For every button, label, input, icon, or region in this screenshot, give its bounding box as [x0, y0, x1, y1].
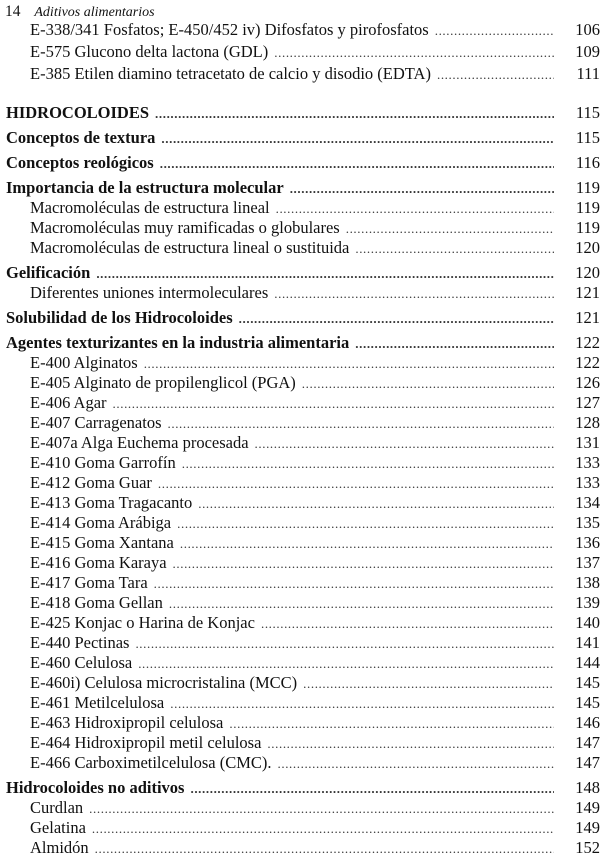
toc-subsection-entry	[0, 552, 600, 574]
toc-section-entry	[0, 127, 600, 149]
toc-entry-page-number: 146	[575, 713, 600, 732]
toc-subsection-entry	[0, 817, 600, 839]
toc-entry-title: E-406 Agar	[30, 393, 107, 412]
toc-entry-title: E-460i) Celulosa microcristalina (MCC)	[30, 673, 298, 692]
toc-entry-title: E-407a Alga Euchema procesada	[30, 433, 249, 452]
toc-entry-page-number: 139	[575, 593, 600, 612]
toc-entry-title: Agentes texturizantes en la industria alimentaria	[6, 333, 350, 352]
toc-entry-page-number: 126	[575, 373, 600, 392]
toc-entry-page-number: 147	[575, 733, 600, 752]
toc-entry-title: E-461 Metilcelulosa	[30, 693, 165, 712]
toc-entry-title: Almidón	[30, 838, 89, 857]
dot-leader	[155, 103, 554, 125]
toc-entry-title: Conceptos reológicos	[6, 153, 154, 172]
toc-section-entry	[0, 777, 600, 799]
toc-entry-title: Gelificación	[6, 263, 91, 282]
toc-subsection-entry	[0, 532, 600, 554]
toc-entry-title: Hidrocoloides no aditivos	[6, 778, 185, 797]
toc-subsection-entry	[0, 512, 600, 534]
toc-entry-page-number: 106	[575, 20, 600, 39]
toc-section-entry	[0, 177, 600, 199]
toc-entry-page-number: 149	[575, 818, 600, 837]
toc-subsection-entry	[0, 41, 600, 63]
page-number: 14	[5, 3, 21, 20]
toc-entry-page-number: 121	[575, 283, 600, 302]
dot-leader	[239, 308, 554, 330]
toc-entry-title: E-440 Pectinas	[30, 633, 130, 652]
toc-subsection-entry	[0, 352, 600, 374]
toc-entry-page-number: 119	[575, 178, 600, 197]
dot-leader	[274, 283, 554, 305]
dot-leader	[437, 64, 554, 86]
toc-entry-title: E-415 Goma Xantana	[30, 533, 174, 552]
toc-entry-page-number: 122	[575, 333, 600, 352]
toc-entry-title: HIDROCOLOIDES	[6, 103, 150, 122]
toc-entry-page-number: 122	[575, 353, 600, 372]
dot-leader	[435, 20, 554, 42]
toc-subsection-entry	[0, 572, 600, 594]
toc-entry-title: E-405 Alginato de propilenglicol (PGA)	[30, 373, 296, 392]
toc-section-entry	[0, 102, 600, 124]
toc-entry-page-number: 120	[575, 263, 600, 282]
toc-subsection-entry	[0, 392, 600, 414]
toc-entry-page-number: 133	[575, 473, 600, 492]
toc-subsection-entry	[0, 237, 600, 259]
toc-entry-title: E-464 Hidroxipropil metil celulosa	[30, 733, 262, 752]
toc-entry-page-number: 127	[575, 393, 600, 412]
toc-entry-title: E-418 Goma Gellan	[30, 593, 163, 612]
toc-subsection-entry	[0, 472, 600, 494]
toc-subsection-entry	[0, 412, 600, 434]
toc-subsection-entry	[0, 692, 600, 714]
toc-subsection-entry	[0, 63, 600, 85]
toc-entry-page-number: 119	[575, 198, 600, 217]
dot-leader	[278, 753, 555, 775]
toc-entry-title: E-463 Hidroxipropil celulosa	[30, 713, 224, 732]
toc-entry-title: E-412 Goma Guar	[30, 473, 152, 492]
toc-entry-page-number: 111	[576, 64, 600, 83]
toc-entry-title: E-425 Konjac o Harina de Konjac	[30, 613, 255, 632]
toc-subsection-entry	[0, 652, 600, 674]
toc-entry-page-number: 121	[575, 308, 600, 327]
toc-section-entry	[0, 332, 600, 354]
toc-entry-page-number: 119	[575, 218, 600, 237]
toc-entry-title: Gelatina	[30, 818, 86, 837]
toc-section-entry	[0, 307, 600, 329]
toc-entry-title: E-400 Alginatos	[30, 353, 138, 372]
toc-entry-page-number: 141	[575, 633, 600, 652]
toc-entry-page-number: 120	[575, 238, 600, 257]
toc-subsection-entry	[0, 712, 600, 734]
toc-entry-page-number: 144	[575, 653, 600, 672]
toc-entry-title: E-414 Goma Arábiga	[30, 513, 172, 532]
toc-entry-page-number: 152	[575, 838, 600, 857]
toc-entry-page-number: 140	[575, 613, 600, 632]
toc-entry-title: E-385 Etilen diamino tetracetato de calcio y disodio (EDTA)	[30, 64, 431, 83]
toc-entry-title: Importancia de la estructura molecular	[6, 178, 284, 197]
dot-leader	[161, 128, 554, 150]
toc-entry-page-number: 145	[575, 693, 600, 712]
toc-subsection-entry	[0, 672, 600, 694]
toc-entry-title: E-575 Glucono delta lactona (GDL)	[30, 42, 269, 61]
toc-entry-page-number: 109	[575, 42, 600, 61]
toc-entry-page-number: 135	[575, 513, 600, 532]
toc-subsection-entry	[0, 282, 600, 304]
toc-subsection-entry	[0, 492, 600, 514]
toc-entry-page-number: 131	[575, 433, 600, 452]
toc-subsection-entry	[0, 452, 600, 474]
toc-entry-title: Macromoléculas muy ramificadas o globulares	[30, 218, 340, 237]
toc-entry-title: E-460 Celulosa	[30, 653, 133, 672]
toc-entry-title: Solubilidad de los Hidrocoloides	[6, 308, 233, 327]
toc-subsection-entry	[0, 372, 600, 394]
toc-entry-title: Diferentes uniones intermoleculares	[30, 283, 269, 302]
running-title: Aditivos alimentarios	[34, 5, 155, 20]
toc-subsection-entry	[0, 197, 600, 219]
toc-entry-title: E-410 Goma Garrofín	[30, 453, 176, 472]
toc-section-entry	[0, 262, 600, 284]
toc-entry-page-number: 115	[575, 103, 600, 122]
toc-subsection-entry	[0, 592, 600, 614]
toc-entry-page-number: 148	[575, 778, 600, 797]
toc-entry-page-number: 134	[575, 493, 600, 512]
toc-entry-title: E-417 Goma Tara	[30, 573, 148, 592]
toc-entry-page-number: 128	[575, 413, 600, 432]
toc-subsection-entry	[0, 432, 600, 454]
toc-entry-page-number: 149	[575, 798, 600, 817]
toc-entry-title: Curdlan	[30, 798, 84, 817]
toc-entry-page-number: 115	[575, 128, 600, 147]
toc-entry-title: E-416 Goma Karaya	[30, 553, 167, 572]
toc-entry-page-number: 116	[575, 153, 600, 172]
toc-entry-title: E-413 Goma Tragacanto	[30, 493, 193, 512]
dot-leader	[274, 42, 554, 64]
toc-subsection-entry	[0, 752, 600, 774]
toc-entry-title: E-407 Carragenatos	[30, 413, 162, 432]
toc-entry-title: Macromoléculas de estructura lineal o sustituida	[30, 238, 350, 257]
toc-entry-title: Macromoléculas de estructura lineal	[30, 198, 270, 217]
toc-section-entry	[0, 152, 600, 174]
toc-entry-page-number: 138	[575, 573, 600, 592]
toc-subsection-entry	[0, 632, 600, 654]
toc-entry-page-number: 137	[575, 553, 600, 572]
toc-entry-page-number: 133	[575, 453, 600, 472]
toc-entry-page-number: 147	[575, 753, 600, 772]
dot-leader	[95, 838, 554, 860]
toc-subsection-entry	[0, 732, 600, 754]
toc-entry-title: E-338/341 Fosfatos; E-450/452 iv) Difosfatos y pirofosfatos	[30, 20, 429, 39]
toc-entry-title: E-466 Carboximetilcelulosa (CMC).	[30, 753, 272, 772]
toc-subsection-entry	[0, 19, 600, 41]
toc-subsection-entry	[0, 612, 600, 634]
toc-subsection-entry	[0, 797, 600, 819]
toc-entry-title: Conceptos de textura	[6, 128, 156, 147]
toc-entry-page-number: 136	[575, 533, 600, 552]
toc-subsection-entry	[0, 837, 600, 859]
toc-subsection-entry	[0, 217, 600, 239]
dot-leader	[355, 238, 554, 260]
toc-entry-page-number: 145	[575, 673, 600, 692]
dot-leader	[160, 153, 554, 175]
